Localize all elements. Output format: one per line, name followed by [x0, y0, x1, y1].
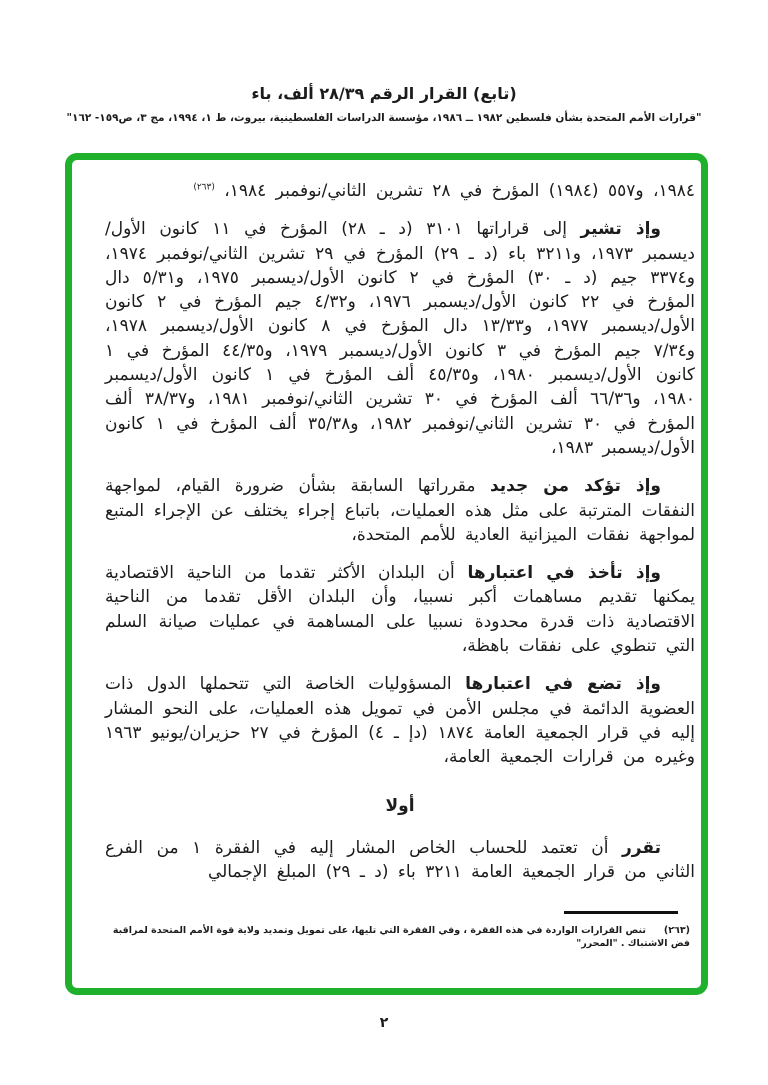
- paragraph-decides: [105, 836, 695, 885]
- paragraph-text: المسؤوليات الخاصة التي تتحملها الدول ذات العضوية الدائمة في مجلس الأمن في تمويل هذه العمليات، على النحو المشار إليه في قرار الجمعية العامة ١٨٧٤ (دإ ـ ٤) المؤرخ في ٢٧ حزيران/يونيو ١٩٦٣ وغيره من قرارات الجمعية العامة،: [105, 674, 695, 768]
- source-citation: "قرارات الأمم المتحدة بشأن فلسطين ١٩٨٢ ــ ١٩٨٦، مؤسسة الدراسات الفلسطينية، بيروت، ط ١، ١٩٩٤، مج ٣، ص١٥٩- ١٦٢": [66, 112, 702, 124]
- page-title: (تابع) القرار الرقم ٢٨/٣٩ ألف، باء: [251, 84, 517, 103]
- paragraph-reaffirming: [105, 474, 695, 547]
- paragraph-text: أن البلدان الأكثر تقدما من الناحية الاقتصادية يمكنها تقديم مساهمات أكبر نسبيا، وأن البلدان الأقل تقدما من الناحية الاقتصادية ذات قدرة محدودة نسبيا على المساهمة في عمليات صيانة السلم التي تنطوي على نفقات باهظة،: [105, 563, 695, 657]
- page-number: ٢: [379, 1015, 389, 1031]
- paragraph-text: أن تعتمد للحساب الخاص المشار إليه في الفقرة ١ من الفرع الثاني من قرار الجمعية العامة ٣٢١١ باء (د ـ ٢٩) المبلغ الإجمالي: [105, 837, 695, 883]
- footnote-separator: [564, 911, 678, 914]
- footnote-block: [105, 911, 690, 950]
- paragraph-text: إلى قراراتها ٣١٠١ (د ـ ٢٨) المؤرخ في ١١ كانون الأول/ديسمبر ١٩٧٣، و٣٢١١ باء (د ـ ٢٩) المؤرخ في ٢٩ تشرين الثاني/نوفمبر ١٩٧٤، و٣٣٧٤ جيم (د ـ ٣٠) المؤرخ في ٢ كانون الأول/ديسمبر ١٩٧٥، و٥/٣١ دال المؤرخ في ٢٢ كانون الأول/ديسمبر ١٩٧٦، و٤/٣٢ جيم المؤرخ في ٢ كانون الأول/ديسمبر ١٩٧٧، و١٣/٣٣ دال المؤرخ في ٨ كانون الأول/ديسمبر ١٩٧٨، و٧/٣٤ جيم المؤرخ في ٣ كانون الأول/ديسمبر ١٩٧٩، و٤٤/٣٥ المؤرخ في ١ كانون الأول/ديسمبر ١٩٨٠، و٤٥/٣٥ ألف المؤرخ في ١ كانون الأول/ديسمبر ١٩٨٠، و٦٦/٣٦ ألف المؤرخ في ٣٠ تشرين الثاني/نوفمبر ١٩٨١، و٣٨/٣٧ ألف المؤرخ في ٣٠ تشرين الثاني/نوفمبر ١٩٨٢، و٣٥/٣٨ ألف المؤرخ في ١ كانون الأول/ديسمبر ١٩٨٣،: [105, 219, 696, 458]
- paragraph-taking-into-account: [105, 561, 695, 658]
- paragraph-text: مقرراتها السابقة بشأن ضرورة القيام، لمواجهة النفقات المترتبة على مثل هذه العمليات، باتباع إجراء يختلف عن الإجراء المتبع لمواجهة نفقات الميزانية العادية للأمم المتحدة،: [105, 476, 695, 545]
- document-header: [0, 84, 768, 124]
- paragraph-bearing-in-mind: [105, 672, 695, 769]
- paragraph-lead: وإذ تشير: [580, 219, 661, 240]
- paragraph-lead: تقرر: [622, 837, 661, 858]
- paragraph-lead: وإذ تضع في اعتبارها: [465, 674, 661, 695]
- paragraph-lead: وإذ تؤكد من جديد: [489, 476, 661, 497]
- section-heading: أولا: [385, 795, 415, 816]
- footnote: [105, 924, 690, 950]
- footnote-marker: (٢٦٣): [663, 925, 690, 936]
- paragraph-text: ١٩٨٤، و٥٥٧ (١٩٨٤) المؤرخ في ٢٨ تشرين الثاني/نوفمبر ١٩٨٤،: [214, 181, 695, 201]
- paragraph-recalling: [105, 217, 695, 460]
- paragraph-lead: وإذ تأخذ في اعتبارها: [467, 563, 662, 584]
- footnote-reference: (٢٦٣): [193, 182, 215, 193]
- document-body: [105, 179, 695, 898]
- paragraph-continuation: [105, 179, 695, 203]
- footnote-text: تنص القرارات الواردة في هذه الفقرة ، وفي الفقرة التي تليها، على تمويل وتمديد ولاية قوة الأمم المتحدة لمراقبة فض الاشتباك . "المحرر": [112, 925, 690, 949]
